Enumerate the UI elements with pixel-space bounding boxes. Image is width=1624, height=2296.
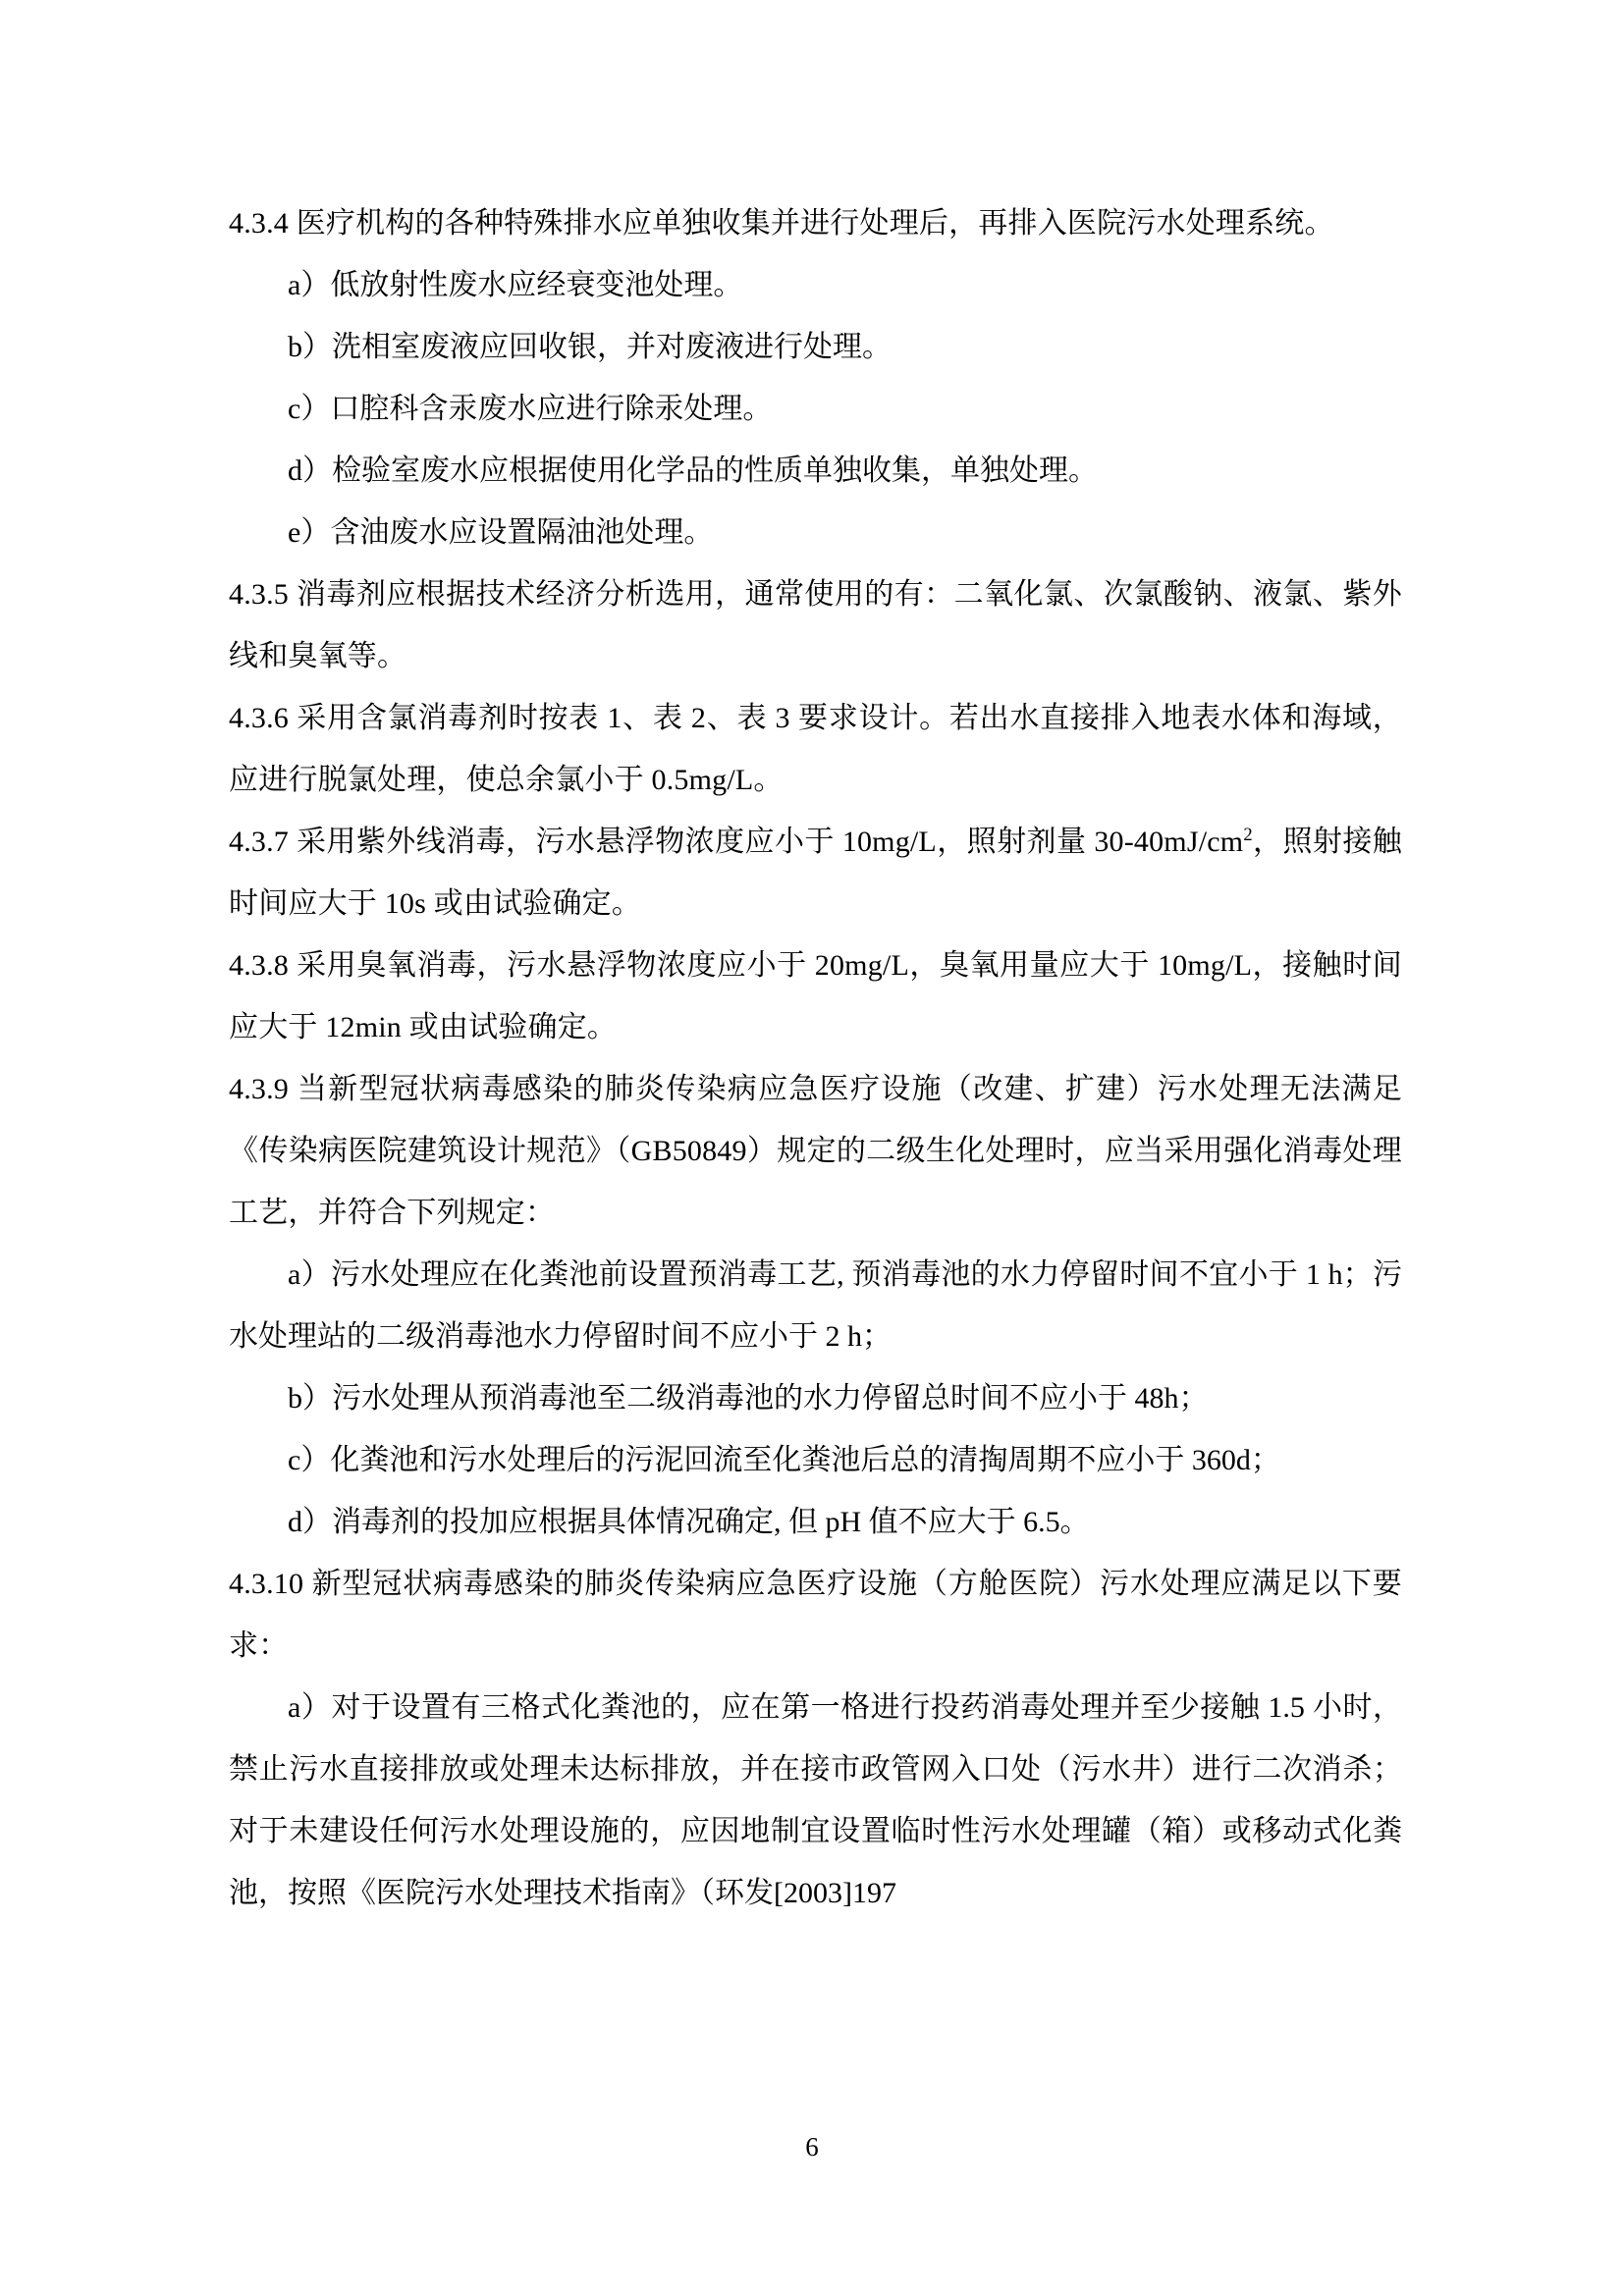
clause-4-3-4: 4.3.4 医疗机构的各种特殊排水应单独收集并进行处理后，再排入医院污水处理系统。 bbox=[229, 207, 1334, 240]
clause-4-3-7-text-before: 4.3.7 采用紫外线消毒，污水悬浮物浓度应小于 10mg/L，照射剂量 30-40mJ/cm bbox=[229, 826, 1244, 858]
clause-4-3-4-item-b: b）洗相室废液应回收银，并对废液进行处理。 bbox=[288, 331, 892, 363]
clause-4-3-10: 4.3.10 新型冠状病毒感染的肺炎传染病应急医疗设施（方舱医院）污水处理应满足以下要求： bbox=[229, 1568, 1402, 1662]
clause-4-3-7 bbox=[229, 811, 1402, 934]
clause-4-3-9: 4.3.9 当新型冠状病毒感染的肺炎传染病应急医疗设施（改建、扩建）污水处理无法满足《传染病医院建筑设计规范》（GB50849）规定的二级生化处理时，应当采用强化消毒处理工艺，并符合下列规定： bbox=[229, 1073, 1402, 1229]
page-content bbox=[229, 192, 1402, 1924]
clause-4-3-7-superscript: 2 bbox=[1243, 825, 1253, 845]
page-number: 6 bbox=[805, 2132, 819, 2162]
clause-4-3-9-item-d: d）消毒剂的投加应根据具体情况确定, 但 pH 值不应大于 6.5。 bbox=[288, 1506, 1090, 1538]
clause-4-3-4-item-a: a）低放射性废水应经衰变池处理。 bbox=[288, 269, 743, 301]
clause-4-3-9-item-c: c）化粪池和污水处理后的污泥回流至化粪池后总的清掏周期不应小于 360d； bbox=[288, 1444, 1280, 1476]
clause-4-3-10-item-a: a）对于设置有三格式化粪池的，应在第一格进行投药消毒处理并至少接触 1.5 小时，禁止污水直接排放或处理未达标排放，并在接市政管网入口处（污水井）进行二次消杀；对于未建设任何污水处理设施的，应因地制宜设置临时性污水处理罐（箱）或移动式化粪池，按照《医院污水处理技术指南》（环发[2003]197 bbox=[229, 1691, 1402, 1909]
clause-4-3-6: 4.3.6 采用含氯消毒剂时按表 1、表 2、表 3 要求设计。若出水直接排入地表水体和海域，应进行脱氯处理，使总余氯小于 0.5mg/L。 bbox=[229, 702, 1402, 796]
clause-4-3-9-item-b: b）污水处理从预消毒池至二级消毒池的水力停留总时间不应小于 48h； bbox=[288, 1382, 1209, 1415]
clause-4-3-8: 4.3.8 采用臭氧消毒，污水悬浮物浓度应小于 20mg/L，臭氧用量应大于 10mg/L，接触时间应大于 12min 或由试验确定。 bbox=[229, 949, 1402, 1043]
clause-4-3-9-item-a: a）污水处理应在化粪池前设置预消毒工艺, 预消毒池的水力停留时间不宜小于 1 h；污水处理站的二级消毒池水力停留时间不应小于 2 h； bbox=[229, 1258, 1402, 1353]
clause-4-3-7-text-after: ，照射接触时间应大于 10s 或由试验确定。 bbox=[229, 826, 1403, 920]
clause-4-3-4-item-d: d）检验室废水应根据使用化学品的性质单独收集，单独处理。 bbox=[288, 454, 1098, 487]
clause-4-3-4-item-e: e）含油废水应设置隔油池处理。 bbox=[288, 516, 714, 549]
clause-4-3-4-item-c: c）口腔科含汞废水应进行除汞处理。 bbox=[288, 393, 773, 425]
clause-4-3-5: 4.3.5 消毒剂应根据技术经济分析选用，通常使用的有：二氧化氯、次氯酸钠、液氯、紫外线和臭氧等。 bbox=[229, 578, 1402, 672]
